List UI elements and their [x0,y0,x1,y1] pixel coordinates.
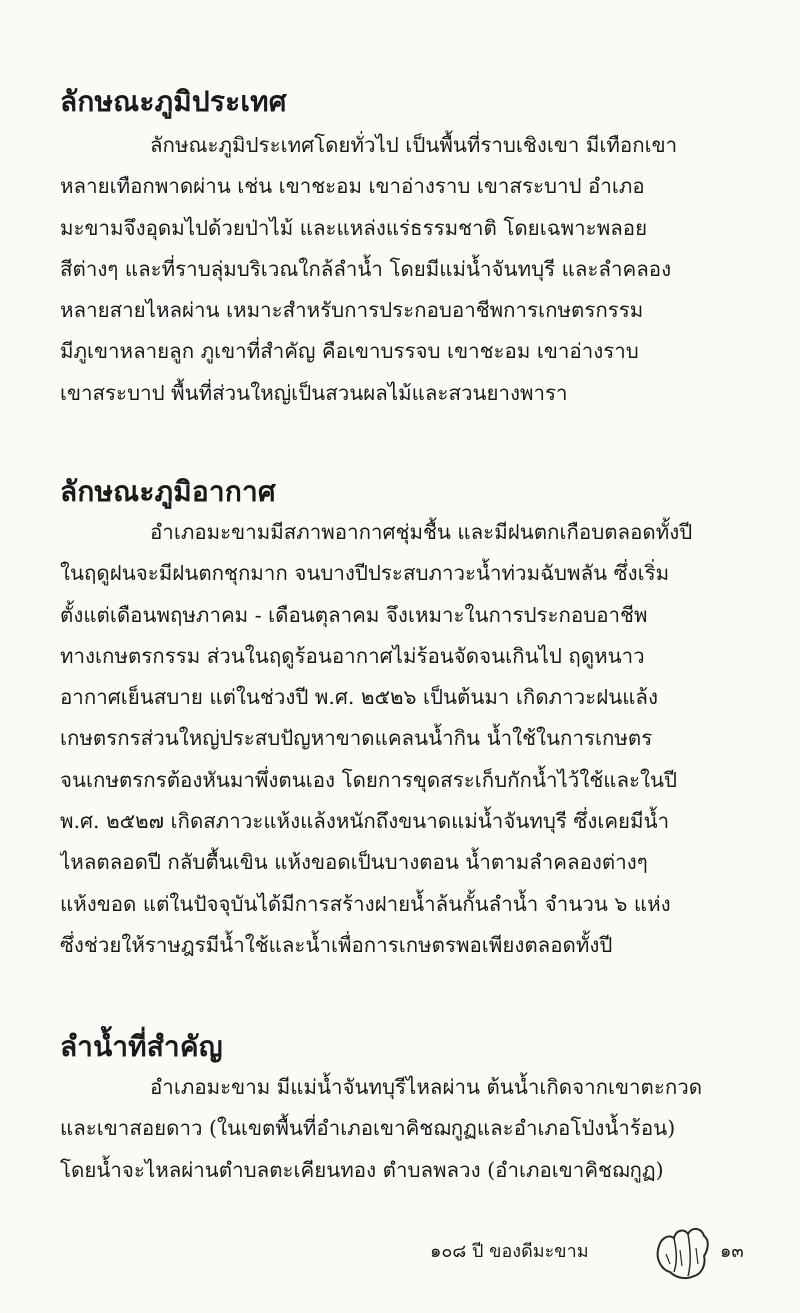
paragraph-topography [60,125,778,414]
text-line: จนเกษตรกรต้องหันมาพึ่งตนเอง โดยการขุดสระเก็บกักน้ำไว้ใช้และในปี [60,767,678,792]
text-line: อำเภอมะขามมีสภาพอากาศชุ่มชื้น และมีฝนตกเกือบตลอดทั้งปี [150,520,693,544]
text-line: พ.ศ. ๒๕๒๗ เกิดสภาวะแห้งแล้งหนักถึงขนาดแม่น้ำจันทบุรี ซึ่งเคยมีน้ำ [60,809,670,834]
text-line: ซึ่งช่วยให้ราษฎรมีน้ำใช้และน้ำเพื่อการเกษตรพอเพียงตลอดทั้งปี [60,932,613,957]
text-line: และเขาสอยดาว (ในเขตพื้นที่อำเภอเขาคิชฌกูฏและอำเภอโป่งน้ำร้อน) [60,1116,676,1141]
paragraph-waterways [60,1067,778,1191]
text-line: ในฤดูฝนจะมีฝนตกชุกมาก จนบางปีประสบภาวะน้ำท่วมฉับพลัน ซึ่งเริ่ม [60,561,670,586]
paragraph-climate [60,512,778,966]
footer-caption: ๑๐๘ ปี ของดีมะขาม [430,1241,589,1262]
text-line: ไหลตลอดปี กลับตื้นเขิน แห้งขอดเป็นบางตอน น้ำตามลำคลองต่างๆ [60,850,648,875]
text-line: อากาศเย็นสบาย แต่ในช่วงปี พ.ศ. ๒๕๒๖ เป็นต้นมา เกิดภาวะฝนแล้ง [60,685,659,710]
text-line: หลายเทือกพาดผ่าน เช่น เขาชะอม เขาอ่างราบ เขาสระบาป อำเภอ [60,174,645,199]
text-line: แห้งขอด แต่ในปัจจุบันได้มีการสร้างฝายน้ำล้นกั้นลำน้ำ จำนวน ๖ แห่ง [60,891,671,916]
text-line: เขาสระบาป พื้นที่ส่วนใหญ่เป็นสวนผลไม้และสวนยางพารา [60,380,568,405]
text-line: มะขามจึงอุดมไปด้วยป่าไม้ และแหล่งแร่ธรรมชาติ โดยเฉพาะพลอย [60,215,648,240]
section-heading-waterways: ลำน้ำที่สำคัญ [60,1030,223,1063]
section-heading-climate: ลักษณะภูมิอากาศ [60,475,276,508]
text-line: สีต่างๆ และที่ราบลุ่มบริเวณใกล้ลำน้ำ โดยมีแม่น้ำจันทบุรี และลำคลอง [60,256,672,281]
page-number: ๑๓ [720,1241,744,1262]
text-line: ลักษณะภูมิประเทศโดยทั่วไป เป็นพื้นที่ราบเชิงเขา มีเทือกเขา [150,133,678,157]
text-line: ตั้งแต่เดือนพฤษภาคม - เดือนตุลาคม จึงเหมาะในการประกอบอาชีพ [60,602,648,627]
tamarind-pod-logo-icon [652,1220,718,1282]
page-footer [0,1220,800,1290]
section-heading-topography: ลักษณะภูมิประเทศ [60,85,287,118]
text-line: หลายสายไหลผ่าน เหมาะสำหรับการประกอบอาชีพการเกษตรกรรม [60,298,644,323]
text-line: มีภูเขาหลายลูก ภูเขาที่สำคัญ คือเขาบรรจบ เขาชะอม เขาอ่างราบ [60,339,639,364]
text-line: ทางเกษตรกรรม ส่วนในฤดูร้อนอากาศไม่ร้อนจัดจนเกินไป ฤดูหนาว [60,643,645,668]
text-line: เกษตรกรส่วนใหญ่ประสบปัญหาขาดแคลนน้ำกิน น้ำใช้ในการเกษตร [60,726,653,751]
text-line: อำเภอมะขาม มีแม่น้ำจันทบุรีไหลผ่าน ต้นน้ำเกิดจากเขาตะกวด [150,1075,703,1099]
text-line: โดยน้ำจะไหลผ่านตำบลตะเคียนทอง ตำบลพลวง (อำเภอเขาคิชฌกูฏ) [60,1157,664,1182]
